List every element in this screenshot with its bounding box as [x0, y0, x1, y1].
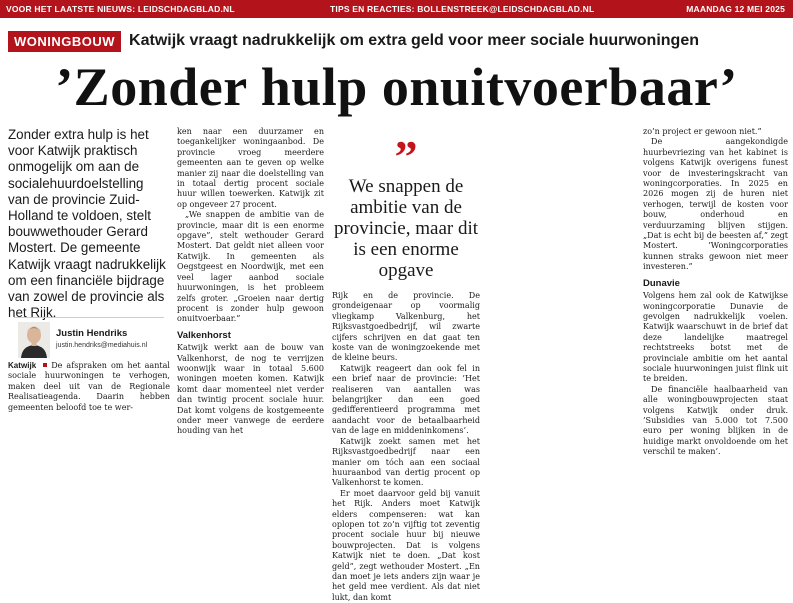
column-3 — [332, 291, 480, 603]
paragraph: Katwijk zoekt samen met het Rijksvastgoedbedrijf naar een manier om tóch aan een sociaal huuraanbod van dertig procent op Valkenhorst te komen. — [332, 436, 480, 488]
paragraph: ken naar een duurzamer en toegankelijker woningaanbod. De provincie vroeg meerdere gemeenten aan te geven op welke manier zij naar die doelstelling van in totaal dertig procent sociale huur willen toewerken. Katwijk zit op ongeveer 27 procent. — [177, 127, 324, 209]
paragraph: De aangekondigde huurbevriezing van het kabinet is volgens Katwijk overigens funest voor de investeringskracht van woningcorporaties. In 2025 en 2026 mogen zij de huren niet verhogen, terwijl de kosten voor bouw, onderhoud en verduurzaming blijven stijgen. „Dat is echt bij de beesten af,” zegt Mostert. ’Woningcorporaties kunnen straks gewoon niet meer investeren.” — [643, 137, 788, 272]
quote-mark-icon: ” — [394, 131, 418, 182]
top-bar — [0, 0, 793, 18]
paragraph: Katwijk werkt aan de bouw van Valkenhorst, de nog te verrijzen woonwijk waar in totaal 5.600 woningen moeten komen. Katwijk komt daar momenteel niet verder dan twintig procent sociale huur. Dat komt volgens de kostgemeente onder meer vanwege de eerdere houding van het — [177, 343, 324, 436]
dateline-marker-icon — [43, 363, 47, 367]
paragraph: Rijk en de provincie. De grondeigenaar op voormalig vliegkamp Valkenburg, het Rijksvastgoedbedrijf, wil zwarte cijfers schrijven en dat gaat ten koste van de woningzoekende met de kleine beurs. — [332, 291, 480, 363]
dateline: Katwijk — [8, 361, 37, 370]
column-2 — [177, 127, 324, 437]
column-4 — [643, 127, 788, 458]
news-link[interactable]: VOOR HET LAATSTE NIEUWS: LEIDSCHDAGBLAD.NL — [6, 4, 235, 14]
paragraph: De afspraken om het aantal sociale huurwoningen te verhogen, maken deel uit van de Regionale Realisatieagenda. Daarin hebben gemeenten beloofd toe te wer- — [8, 361, 170, 412]
headline: ’Zonder hulp onuitvoerbaar’ — [55, 57, 738, 117]
author-email[interactable]: justin.hendriks@mediahuis.nl — [56, 342, 148, 349]
paragraph: Katwijk reageert dan ook fel in een brief naar de provincie: ’Het realiseren van aantallen was belangrijker dan een goed gedifferentieerd programma met aandacht voor de betaalbaarheid van de lage en middeninkomens’. — [332, 363, 480, 436]
publication-date: MAANDAG 12 MEI 2025 — [686, 4, 785, 14]
paragraph: De financiële haalbaarheid van alle woningbouwprojecten staat volgens Katwijk onder druk. ’Subsidies van 5.000 tot 7.500 euro per woning blijken in de huidige markt onvoldoende om het verschil te maken’. — [643, 384, 788, 457]
subheading-valkenhorst: Valkenhorst — [177, 329, 231, 341]
kicker-text: Katwijk vraagt nadrukkelijk om extra geld voor meer sociale huurwoningen — [129, 32, 699, 49]
section-label: WONINGBOUW — [8, 31, 121, 52]
author-photo-icon — [18, 322, 50, 358]
kicker — [8, 30, 699, 52]
quote-text: We snappen de ambitie van de provincie, maar dit is een enorme opgave — [333, 176, 479, 281]
paragraph: zo’n project er gewoon niet.” — [643, 127, 762, 136]
paragraph: Volgens hem zal ook de Katwijkse woningcorporatie Dunavie de gevolgen nadrukkelijk voelen. Katwijk waarschuwt in de brief dat deze landelijke maatregel rechtstreeks botst met de provinciale ambitie om het aantal sociale huurwoningen juist flink uit te breiden. — [643, 291, 788, 384]
subheading-dunavie: Dunavie — [643, 277, 680, 289]
author-name: Justin Hendriks — [56, 328, 128, 339]
pull-quote — [332, 131, 480, 281]
tips-link[interactable]: TIPS EN REACTIES: BOLLENSTREEK@LEIDSCHDAGBLAD.NL — [330, 4, 595, 14]
avatar — [18, 322, 50, 358]
column-1 — [8, 361, 170, 413]
intro-text: Zonder extra hulp is het voor Katwijk praktisch onmogelijk om aan de socialehuurdoelstelling van de provincie Zuid-Holland te voldoen, stelt bouwwethouder Gerard Mostert. De gemeente Katwijk vraagt nadrukkelijk om een financiële bijdrage van zowel de provincie als het Rijk. — [8, 127, 166, 321]
paragraph: „We snappen de ambitie van de provincie, maar dit is een enorme opgave”, stelt wethouder Gerard Mostert. Dat geldt niet alleen voor Katwijk. In gemeenten als Oegstgeest en Noordwijk, met een veel lager aanbod sociale huurwoningen, is het probleem zelfs groter. „Groeien naar dertig procent is zonder hulp gewoon onuitvoerbaar.” — [177, 210, 324, 324]
author-byline — [14, 317, 164, 358]
paragraph: Er moet daarvoor geld bij vanuit het Rijk. Anders moet Katwijk elders compenseren: wat kan oplopen tot zo’n vijftig tot zeventig procent sociale huur bij nieuwe bouwprojecten. Dat is volgens Katwijk niet te doen. „Dat kost geld”, zegt wethouder Mostert. „En dan moet je iets anders zijn waar je het geld mee verdient. Als dat niet lukt, dan komt — [332, 488, 480, 602]
